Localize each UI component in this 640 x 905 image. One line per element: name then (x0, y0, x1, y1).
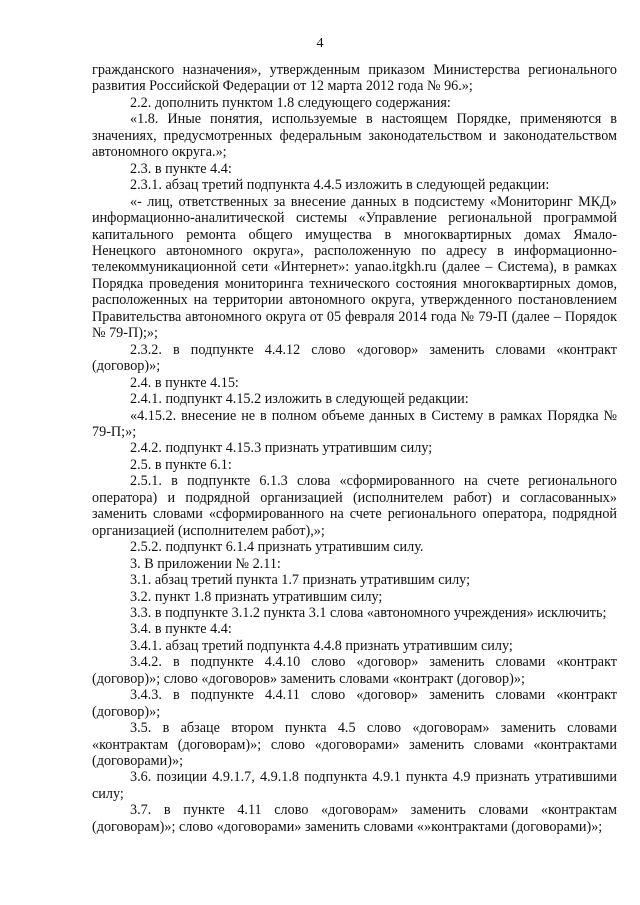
paragraph: 3.4.1. абзац третий подпункта 4.4.8 признать утратившим силу; (130, 637, 513, 654)
paragraph: 3.2. пункт 1.8 признать утратившим силу; (130, 588, 383, 605)
paragraph: 2.2. дополнить пунктом 1.8 следующего содержания: (130, 94, 451, 111)
paragraph: гражданского назначения», утвержденным приказом Министерства регионального развития Российской Федерации от 12 марта 2012 года № 96.»; (92, 62, 617, 95)
paragraph: 2.3.1. абзац третий подпункта 4.4.5 изложить в следующей редакции: (130, 177, 550, 194)
paragraph: 3.7. в пункте 4.11 слово «договорам» заменить словами «контрактам (договорам)»; слово «договорами» заменить словами «»контрактами (договорами)»; (92, 802, 617, 835)
paragraph: 3.1. абзац третий пункта 1.7 признать утратившим силу; (130, 572, 471, 589)
paragraph: 3.4.2. в подпункте 4.4.10 слово «договор» заменить словами «контракт (договор)»; слово «договоров» заменить словами «контракт (договор)»; (92, 654, 617, 687)
paragraph: 2.4.2. подпункт 4.15.3 признать утратившим силу; (130, 440, 433, 457)
paragraph: 3.4. в пункте 4.4: (130, 621, 232, 638)
paragraph: 2.4. в пункте 4.15: (130, 374, 239, 391)
paragraph: 3.4.3. в подпункте 4.4.11 слово «договор» заменить словами «контракт (договор)»; (92, 687, 617, 720)
paragraph: 3.5. в абзаце втором пункта 4.5 слово «договорам» заменить словами «контрактам (договорам)»; слово «договорами» заменить словами «контрактами (договорами)»; (92, 720, 617, 770)
document-body (92, 62, 617, 835)
paragraph: 3.3. в подпункте 3.1.2 пункта 3.1 слова «автономного учреждения» исключить; (130, 604, 607, 621)
paragraph: 2.3. в пункте 4.4: (130, 160, 232, 177)
page-number: 4 (316, 36, 324, 51)
paragraph: 2.4.1. подпункт 4.15.2 изложить в следующей редакции: (130, 391, 469, 408)
paragraph: 2.5. в пункте 6.1: (130, 456, 232, 473)
paragraph: «4.15.2. внесение не в полном объеме данных в Систему в рамках Порядка № 79-П;»; (92, 407, 617, 440)
paragraph: 2.3.2. в подпункте 4.4.12 слово «договор» заменить словами «контракт (договор)»; (92, 341, 617, 375)
paragraph: 2.5.2. подпункт 6.1.4 признать утратившим силу. (130, 539, 424, 556)
paragraph: 2.5.1. в подпункте 6.1.3 слова «сформированного на счете регионального оператора) и подрядной организацией (исполнителем работ) и согласованных» заменить словами «сформированного на счете регионального оператора, подрядной организацией (исполнителем работ),»; (92, 473, 617, 539)
paragraph: «- лиц, ответственных за внесение данных в подсистему «Мониторинг МКД» информационно-аналитической системы «Управление региональной программой капитального ремонта общего имущества в многоквартирных домах Ямало-Ненецкого автономного округа», расположенную по адресу в информационно-телекоммуникационной сети «Интернет»: yanao.itgkh.ru (далее – Система), в рамках Порядка проведения мониторинга технического состояния многоквартирных домов, расположенных на территории автономного округа, утвержденного постановлением Правительства автономного округа от 05 февраля 2014 года № 79-П (далее – Порядок № 79-П);»; (92, 193, 617, 342)
paragraph: «1.8. Иные понятия, используемые в настоящем Порядке, применяются в значениях, предусмотренных федеральным законодательством и законодательством автономного округа.»; (92, 111, 617, 161)
paragraph: 3. В приложении № 2.11: (130, 555, 281, 572)
paragraph: 3.6. позиции 4.9.1.7, 4.9.1.8 подпункта 4.9.1 пункта 4.9 признать утратившими силу; (92, 769, 617, 802)
